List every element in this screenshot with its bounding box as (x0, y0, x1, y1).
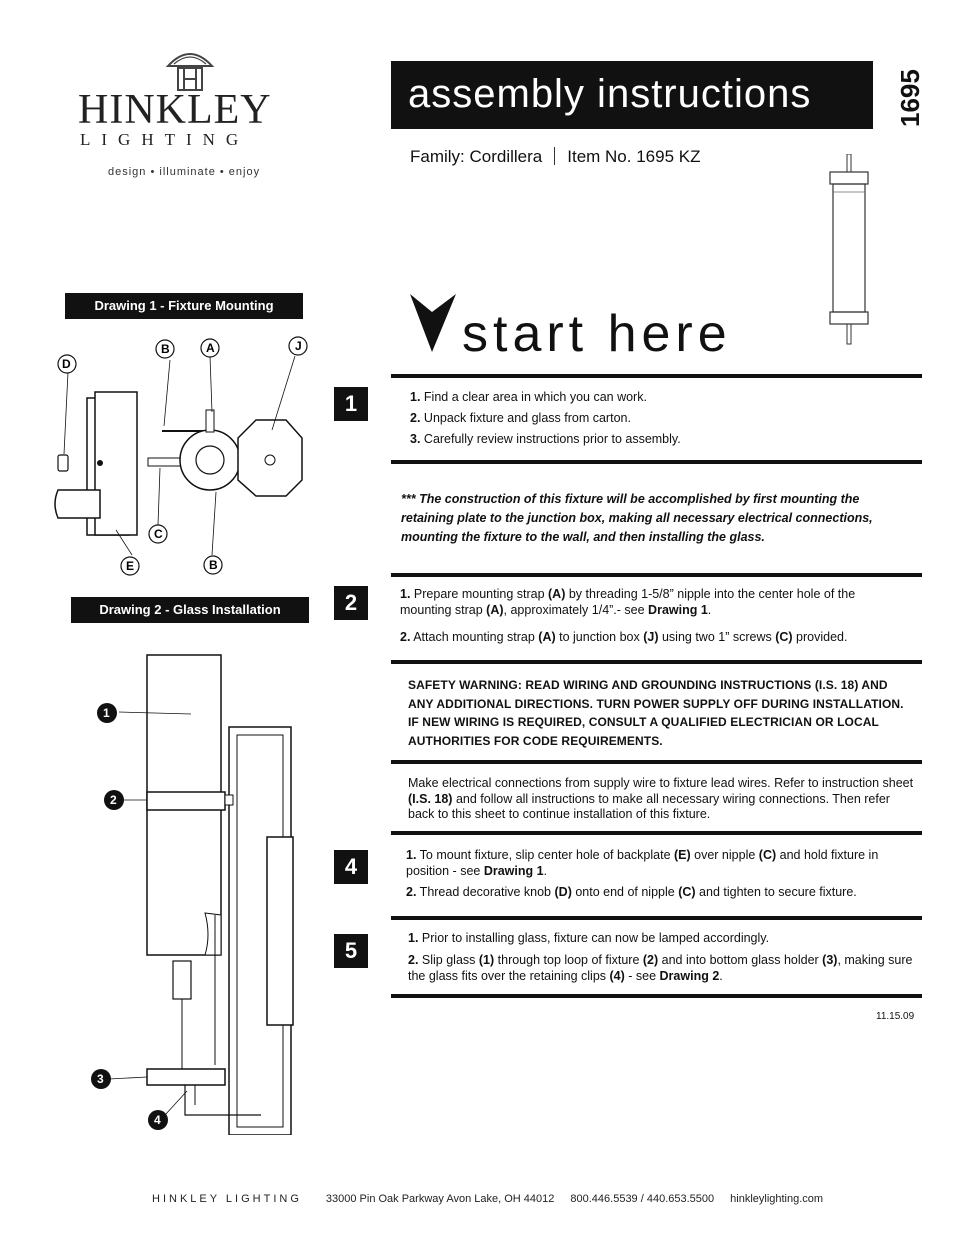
callout-e (121, 557, 139, 575)
footer-address: 33000 Pin Oak Parkway Avon Lake, OH 44012 (325, 1193, 555, 1205)
step-2-item-2: 2. Attach mounting strap (A) to junction box (J) using two 1” screws (C) provided. (400, 630, 848, 644)
callout-a (201, 339, 219, 357)
item-label: Item No. 1695 KZ (567, 147, 701, 166)
svg-text:D: D (62, 357, 71, 371)
drawing-2-label: Drawing 2 - Glass Installation (71, 597, 309, 623)
callout-b-top (156, 340, 174, 358)
svg-text:J: J (295, 339, 302, 353)
footer-phone: 800.446.5539 / 440.653.5500 (570, 1193, 715, 1205)
step-2-item-1: 1. Prepare mounting strap (A) by threading 1-5/8” nipple into the center hole of the mounting strap (A), approximately 1/4”.- see Drawing 1. (400, 587, 856, 617)
vertical-item-number: 1695 (895, 69, 925, 127)
footer-brand: HINKLEY LIGHTING (152, 1193, 302, 1205)
svg-text:2: 2 (110, 793, 117, 807)
safety-warning: SAFETY WARNING: READ WIRING AND GROUNDING INSTRUCTIONS (I.S. 18) AND ANY ADDITIONAL DIRECTIONS. TURN POWER SUPPLY OFF DURING INSTALLATION. IF NEW WIRING IS REQUIRED, CONSULT A QUALIFIED ELECTRICIAN OR LOCAL AUTHORITIES FOR CODE REQUIREMENTS. (408, 678, 904, 748)
divider (391, 831, 922, 835)
callout-d (58, 355, 76, 373)
callout-c (149, 525, 167, 543)
divider (391, 460, 922, 464)
step-5-item-2: 2. Slip glass (1) through top loop of fixture (2) and into bottom glass holder (3), making sure the glass fits over the retaining clips (4) - see Drawing 2. (408, 953, 913, 983)
divider (391, 660, 922, 664)
step-5-badge: 5 (334, 934, 368, 968)
page-title: assembly instructions (391, 61, 873, 129)
step-4-badge: 4 (334, 850, 368, 884)
divider (391, 994, 922, 998)
step-2-badge: 2 (334, 586, 368, 620)
svg-text:B: B (161, 342, 170, 356)
svg-text:3: 3 (97, 1072, 104, 1086)
brand-sub: LIGHTING (80, 130, 250, 149)
callout-b-bottom (204, 556, 222, 574)
callout-4 (148, 1110, 168, 1130)
svg-text:B: B (209, 558, 218, 572)
revision-date: 11.15.09 (876, 1011, 915, 1022)
footer (152, 1193, 823, 1205)
construction-note: *** The construction of this fixture will be accomplished by first mounting the retaining plate to the junction box, making all necessary electrical connections, mounting the fixture to the wall, and then installing the glass. (401, 492, 873, 544)
footer-website: hinkleylighting.com (730, 1193, 824, 1205)
list-item: 1. Find a clear area in which you can work. (410, 390, 647, 404)
brand-name: HINKLEY (78, 87, 272, 133)
callout-1 (97, 703, 117, 723)
list-item: 2. Unpack fixture and glass from carton. (410, 411, 631, 425)
divider (391, 374, 922, 378)
callout-j (289, 337, 307, 355)
step-5-item-1: 1. Prior to installing glass, fixture can now be lamped accordingly. (408, 931, 770, 945)
product-illustration (820, 154, 880, 348)
start-here-heading: start here (462, 305, 732, 363)
drawing-2-glass-installation (85, 645, 305, 1135)
list-item: 3. Carefully review instructions prior to assembly. (410, 432, 681, 446)
brand-tagline: design • illuminate • enjoy (108, 166, 261, 178)
callout-3 (91, 1069, 111, 1089)
svg-text:4: 4 (154, 1113, 161, 1127)
callout-2 (104, 790, 124, 810)
step-1-list (410, 389, 910, 452)
divider (391, 573, 922, 577)
start-arrow-icon (408, 292, 458, 354)
family-line (410, 147, 700, 167)
drawing-1-label: Drawing 1 - Fixture Mounting (65, 293, 303, 319)
svg-text:A: A (206, 341, 215, 355)
drawing-1-fixture-mounting (40, 330, 340, 580)
svg-text:E: E (126, 559, 135, 573)
divider (391, 760, 922, 764)
step-3-text: Make electrical connections from supply wire to fixture lead wires. Refer to instruction sheet (I.S. 18) and follow all instructions to make all necessary wiring connections. Then refer back to this sheet to continue installation of this fixture. (408, 776, 914, 821)
svg-text:C: C (154, 527, 163, 541)
step-1-badge: 1 (334, 387, 368, 421)
divider (391, 916, 922, 920)
step-4-item-1: 1. To mount fixture, slip center hole of backplate (E) over nipple (C) and hold fixture in position - see Drawing 1. (406, 848, 879, 878)
family-label: Family: Cordillera (410, 147, 543, 166)
step-4-item-2: 2. Thread decorative knob (D) onto end of nipple (C) and tighten to secure fixture. (406, 885, 857, 899)
svg-text:1: 1 (103, 706, 110, 720)
